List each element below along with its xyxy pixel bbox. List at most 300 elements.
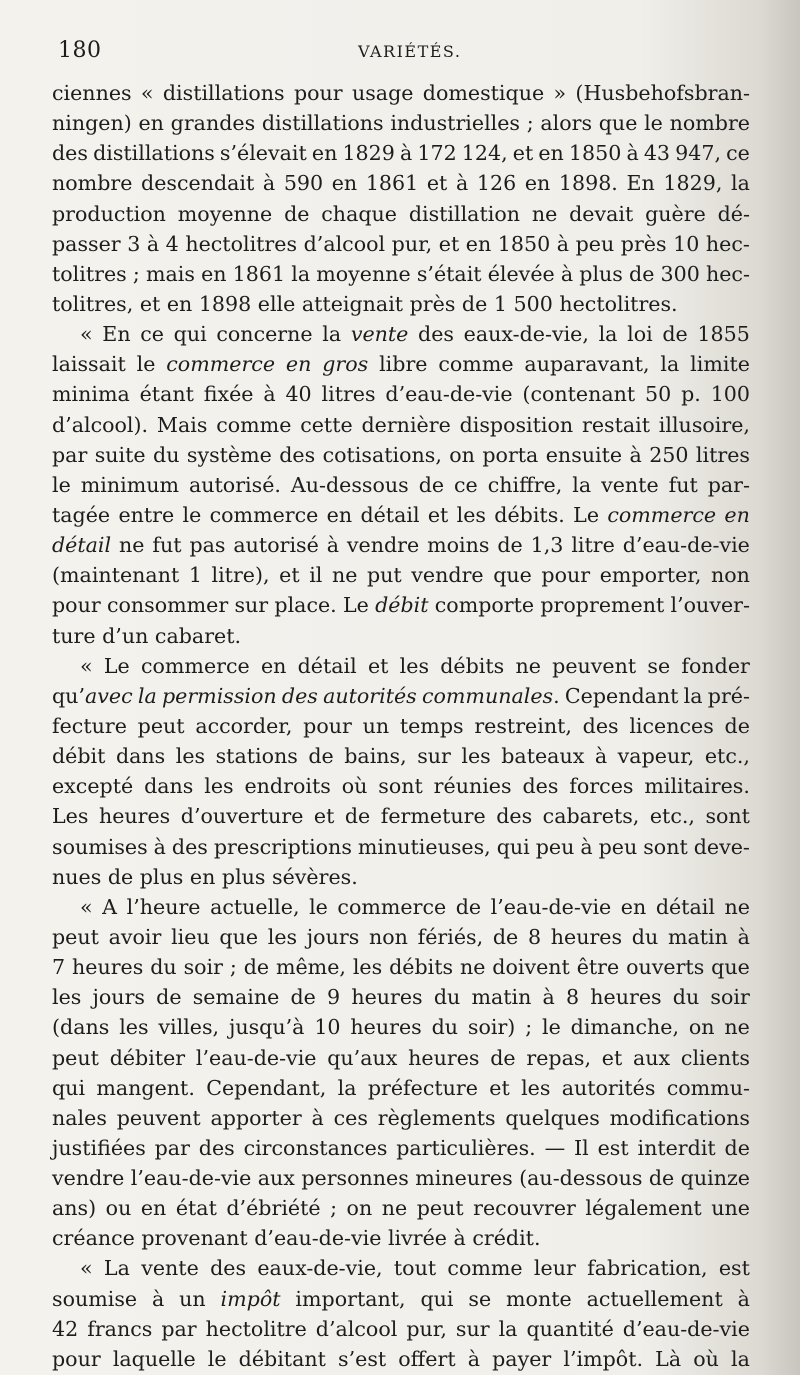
text: en xyxy=(524,171,551,196)
text: Le xyxy=(573,502,600,527)
word xyxy=(229,1012,305,1042)
text: litre), xyxy=(211,563,270,588)
page-header xyxy=(58,38,758,70)
text: quantité xyxy=(526,1316,614,1341)
text: sont xyxy=(705,804,750,829)
text: 10 xyxy=(314,1015,341,1040)
word xyxy=(140,319,164,349)
text: la xyxy=(498,1316,518,1341)
text: état xyxy=(175,1196,217,1221)
text: laquelle xyxy=(112,1346,196,1371)
text: vendre xyxy=(411,563,484,588)
word xyxy=(705,801,750,831)
word xyxy=(163,78,285,108)
text: « xyxy=(80,653,93,678)
word xyxy=(696,440,750,470)
text: En xyxy=(626,171,655,196)
word xyxy=(52,771,133,801)
text: bains, xyxy=(344,744,407,769)
text-line xyxy=(52,168,750,198)
word xyxy=(141,651,250,681)
word xyxy=(210,1253,246,1283)
word xyxy=(531,530,564,560)
text: Au-dessous xyxy=(290,472,409,497)
word xyxy=(80,892,93,922)
text: 1898. xyxy=(558,171,618,196)
text: ne xyxy=(724,894,750,919)
word xyxy=(574,1133,589,1163)
word xyxy=(110,1043,185,1073)
word xyxy=(52,1314,78,1344)
text-line xyxy=(52,229,750,259)
text: les xyxy=(119,1015,149,1040)
word xyxy=(673,229,699,259)
text: détail xyxy=(360,502,420,527)
word xyxy=(52,982,81,1012)
text: vente xyxy=(601,472,659,497)
word xyxy=(434,982,460,1012)
word xyxy=(482,440,538,470)
text: entre xyxy=(118,502,175,527)
word xyxy=(684,681,703,711)
word xyxy=(138,711,185,741)
word xyxy=(147,229,159,259)
word xyxy=(689,1012,715,1042)
word xyxy=(649,440,688,470)
text-line xyxy=(52,1012,750,1042)
word xyxy=(600,560,702,590)
text: et xyxy=(279,563,300,588)
word xyxy=(681,1043,750,1073)
text: débiter xyxy=(109,1045,186,1070)
text: hec- xyxy=(705,231,750,256)
word xyxy=(468,1344,480,1374)
word xyxy=(575,78,750,108)
word xyxy=(706,259,750,289)
text: on xyxy=(449,442,475,467)
text: peut xyxy=(137,713,185,738)
text: recouvrer xyxy=(473,1196,576,1221)
word xyxy=(118,500,174,530)
text: Cependant xyxy=(564,683,679,708)
text: ne xyxy=(459,955,486,980)
text: distillations xyxy=(93,141,215,166)
word xyxy=(738,1284,750,1314)
text: accorder, xyxy=(195,713,293,738)
word xyxy=(323,681,417,711)
text: en xyxy=(311,141,338,166)
word xyxy=(675,138,721,168)
italic-text: permission xyxy=(161,683,277,708)
text: payer xyxy=(492,1346,552,1371)
word: tolitres, et en 1898 elle atteignait près de 1 500 hectolitres. xyxy=(52,291,678,316)
text: nombre xyxy=(52,171,133,196)
word xyxy=(630,440,642,470)
text: distillation xyxy=(408,201,520,226)
word xyxy=(681,1163,750,1193)
word xyxy=(561,259,573,289)
text: 1861 xyxy=(232,261,286,286)
word xyxy=(559,168,618,198)
text: hec- xyxy=(705,261,750,286)
word xyxy=(626,168,654,198)
text: important, xyxy=(295,1286,406,1311)
text: auparavant, xyxy=(524,352,650,377)
text: du xyxy=(431,1015,459,1040)
text: de xyxy=(492,924,519,949)
word xyxy=(211,1103,302,1133)
text: 3 xyxy=(127,231,141,256)
text-line xyxy=(52,319,750,349)
text: mineures xyxy=(415,1166,513,1191)
text: peu xyxy=(535,834,575,859)
word xyxy=(633,1043,670,1073)
word xyxy=(358,832,491,862)
word xyxy=(599,108,638,138)
text: le xyxy=(52,472,71,497)
word xyxy=(468,1012,515,1042)
word xyxy=(563,1344,643,1374)
text: stations xyxy=(215,744,298,769)
word xyxy=(174,319,207,349)
text: du xyxy=(153,442,180,467)
text: qui xyxy=(496,834,530,859)
word xyxy=(439,229,459,259)
text: 7 xyxy=(52,955,66,980)
word xyxy=(454,470,478,500)
word xyxy=(673,982,699,1012)
text: actuelle, xyxy=(210,894,300,919)
word xyxy=(513,138,533,168)
text: la xyxy=(731,1346,750,1371)
text: autorités xyxy=(561,1075,656,1100)
word xyxy=(427,168,447,198)
word xyxy=(52,410,148,440)
word xyxy=(626,138,638,168)
text: ces xyxy=(333,1105,368,1130)
text: en xyxy=(138,111,164,136)
word xyxy=(569,199,633,229)
text: en xyxy=(331,171,358,196)
text: détail xyxy=(297,653,357,678)
text: les xyxy=(52,985,82,1010)
text: l’heure xyxy=(126,894,201,919)
word xyxy=(171,922,210,952)
text-line xyxy=(52,1314,750,1344)
word xyxy=(572,470,591,500)
text: laissait xyxy=(52,352,126,377)
text: que xyxy=(598,111,638,136)
italic-text: des xyxy=(281,683,318,708)
text: particulières. xyxy=(396,1135,536,1160)
word xyxy=(138,681,157,711)
word xyxy=(308,741,333,771)
word xyxy=(81,470,179,500)
text: de xyxy=(724,1135,750,1160)
word xyxy=(460,952,485,982)
word xyxy=(447,1253,522,1283)
text: être xyxy=(576,955,620,980)
word xyxy=(417,741,451,771)
italic-text: gros xyxy=(322,352,369,377)
text: forces xyxy=(569,774,634,799)
word xyxy=(184,952,223,982)
text: le xyxy=(644,111,663,136)
word xyxy=(385,379,512,409)
word xyxy=(141,78,154,108)
word xyxy=(577,952,620,982)
text: production xyxy=(52,201,166,226)
word xyxy=(351,982,422,1012)
text: et xyxy=(426,171,448,196)
word xyxy=(263,379,275,409)
word xyxy=(153,440,179,470)
word xyxy=(422,681,560,711)
text-line xyxy=(52,711,750,741)
word xyxy=(216,319,312,349)
text: que xyxy=(711,955,750,980)
text: non xyxy=(711,563,750,588)
text: se xyxy=(468,1286,492,1311)
text: du xyxy=(150,955,177,980)
text: de xyxy=(344,804,371,829)
text: cette xyxy=(300,412,353,437)
text: chiffre, xyxy=(487,472,563,497)
text: moyenne xyxy=(177,201,273,226)
text: l’ouver- xyxy=(670,593,750,618)
word xyxy=(389,952,453,982)
word xyxy=(392,229,433,259)
word xyxy=(219,922,258,952)
text: disposition xyxy=(459,412,574,437)
text: de xyxy=(724,713,750,738)
text-line xyxy=(52,138,750,168)
text: 1829 xyxy=(342,141,395,166)
word xyxy=(473,1193,576,1223)
word xyxy=(545,1133,566,1163)
word xyxy=(368,651,388,681)
word xyxy=(623,530,750,560)
word xyxy=(378,771,423,801)
word xyxy=(694,832,750,862)
text-line xyxy=(52,1073,750,1103)
text: vendre xyxy=(346,533,420,558)
word xyxy=(477,168,516,198)
text: de xyxy=(648,1166,675,1191)
text: offert xyxy=(398,1346,456,1371)
text: un xyxy=(362,713,390,738)
text: mais xyxy=(145,261,195,286)
text: jours xyxy=(92,985,145,1010)
word xyxy=(618,741,695,771)
text: l’eau-de-vie xyxy=(195,1045,317,1070)
word xyxy=(724,892,749,922)
text: qui xyxy=(173,322,207,347)
word xyxy=(610,1103,750,1133)
word xyxy=(632,922,658,952)
text: En xyxy=(102,322,131,347)
text-line xyxy=(52,1163,750,1193)
text: litres xyxy=(695,442,750,467)
word xyxy=(220,138,307,168)
text: concerne xyxy=(216,322,313,347)
word xyxy=(655,1344,681,1374)
text: ce xyxy=(140,322,164,347)
word xyxy=(210,500,319,530)
word xyxy=(52,681,133,711)
text: (dans xyxy=(52,1015,110,1040)
word xyxy=(95,440,146,470)
word xyxy=(406,1314,447,1344)
word xyxy=(536,832,575,862)
word xyxy=(244,1133,388,1163)
text: justifiées xyxy=(52,1135,146,1160)
word xyxy=(456,1314,490,1344)
text: A xyxy=(102,894,118,919)
text-line xyxy=(52,771,750,801)
word xyxy=(526,1314,613,1344)
word xyxy=(541,560,590,590)
word xyxy=(457,500,486,530)
word xyxy=(394,1253,436,1283)
word xyxy=(449,440,475,470)
text: que xyxy=(493,563,532,588)
text: de xyxy=(418,472,445,497)
text: soir xyxy=(183,955,223,980)
word xyxy=(645,379,671,409)
text: peut xyxy=(52,1045,99,1070)
word xyxy=(493,922,518,952)
text: d’alcool xyxy=(303,231,386,256)
text: par xyxy=(154,1135,190,1160)
word xyxy=(230,952,237,982)
text: peuvent xyxy=(552,653,637,678)
text: des xyxy=(52,141,88,166)
text: minima xyxy=(52,382,130,407)
word xyxy=(93,982,145,1012)
text: fériés, xyxy=(417,924,484,949)
word xyxy=(244,952,269,982)
text: fabrication, xyxy=(587,1256,708,1281)
word xyxy=(378,1103,496,1133)
text: à xyxy=(629,442,642,467)
text: la xyxy=(291,261,311,286)
text: litre xyxy=(571,533,615,558)
word xyxy=(583,711,619,741)
word xyxy=(515,651,540,681)
text: 1855 xyxy=(697,322,750,347)
word xyxy=(546,440,622,470)
word xyxy=(284,199,309,229)
word xyxy=(423,78,544,108)
text: (au-dessous xyxy=(519,1166,643,1191)
text: des xyxy=(210,1256,247,1281)
text: heures xyxy=(351,985,423,1010)
word xyxy=(519,1163,642,1193)
text: vente xyxy=(141,1256,199,1281)
text: de xyxy=(662,322,688,347)
text: matin xyxy=(471,985,532,1010)
text: la xyxy=(337,1075,357,1100)
text: commerce xyxy=(209,502,319,527)
text: le xyxy=(182,502,202,527)
text: 8 xyxy=(566,985,580,1010)
text: 40 xyxy=(285,382,312,407)
text-line xyxy=(52,1133,750,1163)
word xyxy=(351,319,409,349)
word xyxy=(427,530,489,560)
word xyxy=(309,892,328,922)
word xyxy=(400,138,412,168)
text-line xyxy=(52,952,750,982)
word xyxy=(375,590,428,620)
text: fonder xyxy=(681,653,750,678)
word xyxy=(181,801,304,831)
text: doivent xyxy=(492,955,570,980)
word xyxy=(162,681,277,711)
text: pur, xyxy=(406,1316,447,1341)
word xyxy=(314,801,334,831)
italic-text: détail xyxy=(52,533,112,558)
text: qui xyxy=(52,1075,86,1100)
word xyxy=(107,590,228,620)
word xyxy=(352,78,413,108)
text: de xyxy=(243,955,270,980)
text: à xyxy=(626,141,639,166)
text: nales xyxy=(52,1105,107,1130)
text: heures xyxy=(590,985,662,1010)
text: apporter xyxy=(210,1105,302,1130)
text: d’alcool). xyxy=(52,412,149,437)
word xyxy=(52,1193,96,1223)
text: heures xyxy=(350,1015,422,1040)
text: dans xyxy=(115,744,166,769)
word xyxy=(210,892,299,922)
word xyxy=(538,138,563,168)
word xyxy=(461,741,490,771)
text: put xyxy=(366,563,402,588)
text: ce xyxy=(454,472,478,497)
word xyxy=(466,229,491,259)
word xyxy=(471,982,531,1012)
text: matin xyxy=(667,924,728,949)
word xyxy=(708,470,750,500)
text: monte xyxy=(506,1286,572,1311)
text-line xyxy=(52,199,750,229)
text: fixée xyxy=(203,382,254,407)
word xyxy=(693,1344,719,1374)
text-line xyxy=(52,590,750,620)
text-line xyxy=(52,651,750,681)
text: en xyxy=(260,653,287,678)
word xyxy=(573,500,599,530)
word xyxy=(725,711,750,741)
text: le xyxy=(542,1015,561,1040)
text: ne xyxy=(381,1196,408,1221)
text-line xyxy=(52,741,750,771)
text-line xyxy=(52,1103,750,1133)
text-line xyxy=(52,621,750,651)
word xyxy=(400,651,429,681)
word xyxy=(327,530,339,560)
word: nues de plus en plus sévères. xyxy=(52,864,358,889)
text: jours xyxy=(306,924,360,949)
text: les xyxy=(267,924,298,949)
word xyxy=(268,922,297,952)
word xyxy=(298,651,357,681)
word xyxy=(291,470,409,500)
word xyxy=(216,410,291,440)
